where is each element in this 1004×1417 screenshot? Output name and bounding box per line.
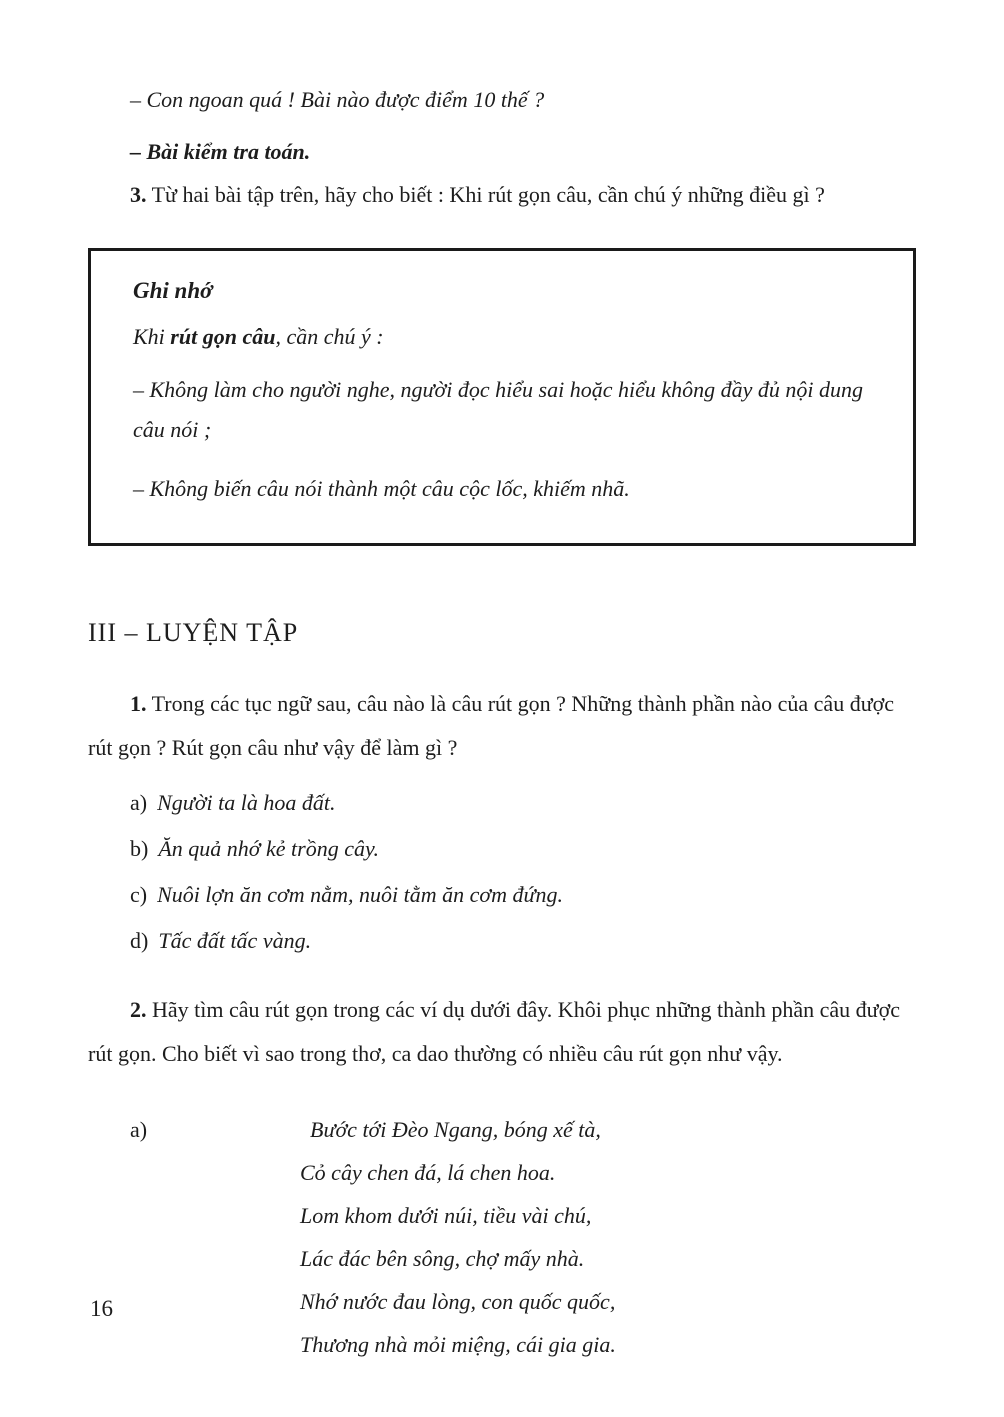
poem-block — [88, 1108, 916, 1366]
poem-item-label: a) — [130, 1117, 148, 1142]
list-item-a-text: Người ta là hoa đất. — [157, 790, 336, 815]
list-item — [130, 836, 916, 862]
list-item — [130, 928, 916, 954]
poem — [300, 1108, 616, 1366]
memo-point-1: – Không làm cho người nghe, người đọc hiểu sai hoặc hiểu không đầy đủ nội dung câu nói ; — [133, 377, 864, 442]
memo-point-2: – Không biến câu nói thành một câu cộc lốc, khiếm nhã. — [133, 476, 630, 501]
list-item-b-label: b) — [130, 836, 149, 861]
exercise-2-number: 2. — [130, 997, 147, 1022]
memo-intro — [133, 323, 887, 351]
question-3-text: Từ hai bài tập trên, hãy cho biết : Khi rút gọn câu, cần chú ý những điều gì ? — [146, 182, 825, 207]
list-item-d-text: Tấc đất tấc vàng. — [158, 928, 312, 953]
memo-intro-prefix: Khi — [133, 324, 171, 349]
dialogue-line-1: – Con ngoan quá ! Bài nào được điểm 10 thế ? — [130, 87, 545, 112]
question-3-number: 3. — [130, 182, 147, 207]
poem-line: Thương nhà mỏi miệng, cái gia gia. — [300, 1332, 616, 1357]
memo-intro-keyword: rút gọn câu — [170, 324, 276, 349]
list-item-d-label: d) — [130, 928, 149, 953]
memo-intro-suffix: , cần chú ý : — [275, 324, 384, 349]
list-item-a-label: a) — [130, 790, 148, 815]
memo-box — [88, 248, 916, 546]
question-3 — [88, 180, 916, 210]
dialogue-line-2: – Bài kiểm tra toán. — [130, 139, 311, 164]
exercise-1-text: Trong các tục ngữ sau, câu nào là câu rút gọn ? Những thành phần nào của câu được rút gọn ? Rút gọn câu như vậy để làm gì ? — [88, 691, 895, 760]
exercise-1-number: 1. — [130, 691, 147, 716]
poem-line: Lác đác bên sông, chợ mấy nhà. — [300, 1246, 585, 1271]
poem-line: Bước tới Đèo Ngang, bóng xế tà, — [310, 1117, 601, 1142]
poem-line: Lom khom dưới núi, tiều vài chú, — [300, 1203, 592, 1228]
exercise-2 — [88, 988, 916, 1076]
memo-title: Ghi nhớ — [133, 278, 213, 303]
list-item — [130, 882, 916, 908]
list-item-c-label: c) — [130, 882, 148, 907]
list-item-c-text: Nuôi lợn ăn cơm nằm, nuôi tằm ăn cơm đứng. — [157, 882, 564, 907]
exercise-1 — [88, 682, 916, 770]
list-item — [130, 790, 916, 816]
poem-line: Nhớ nước đau lòng, con quốc quốc, — [300, 1289, 616, 1314]
section-heading-luyen-tap: III – LUYỆN TẬP — [88, 618, 299, 647]
page-number: 16 — [90, 1296, 113, 1321]
poem-line: Cỏ cây chen đá, lá chen hoa. — [300, 1160, 556, 1185]
list-item-b-text: Ăn quả nhớ kẻ trồng cây. — [158, 836, 380, 861]
exercise-2-text: Hãy tìm câu rút gọn trong các ví dụ dưới đây. Khôi phục những thành phần câu được rút gọn. Cho biết vì sao trong thơ, ca dao thường có nhiều câu rút gọn như vậy. — [88, 997, 900, 1066]
